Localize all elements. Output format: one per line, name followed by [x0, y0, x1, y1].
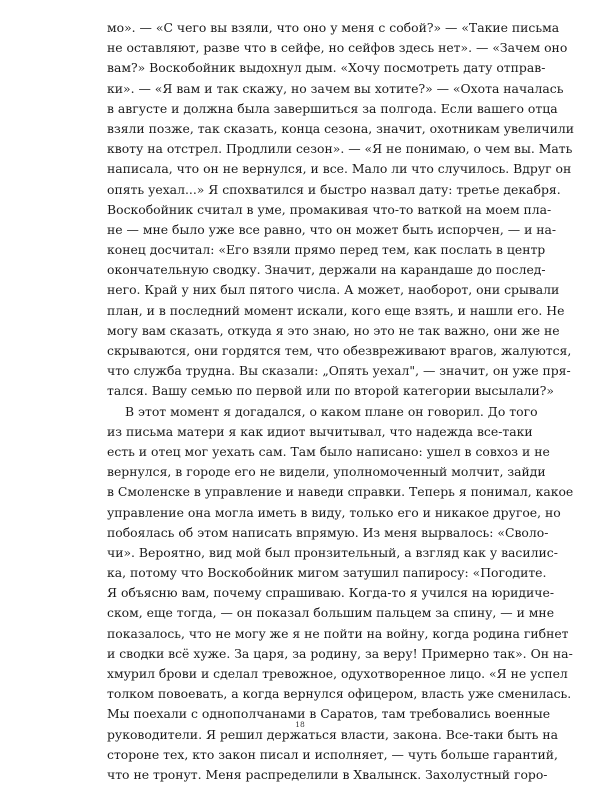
text-line: скрываются, они гордятся тем, что обезвреживают врагов, жалуются,: [107, 343, 572, 358]
text-line: руководители. Я решил держаться власти, закона. Все-таки быть на: [107, 726, 559, 742]
text-line: побоялась об этом написать впрямую. Из меня вырвалось: «Своло-: [107, 524, 549, 540]
text-line: что не тронут. Меня распределили в Хвалынск. Захолустный горо-: [107, 766, 548, 782]
text-line: взяли позже, так сказать, конца сезона, значит, охотникам увеличили: [107, 120, 574, 136]
text-line: ки». — «Я вам и так скажу, но зачем вы хотите?» — «Охота началась: [107, 80, 564, 96]
text-line: хмурил брови и сделал тревожное, одухотворенное лицо. «Я не успел: [107, 666, 568, 681]
text-line: мо». — «С чего вы взяли, что оно у меня с собой?» — «Такие письма: [107, 20, 560, 35]
text-line: стороне тех, кто закон писал и исполняет, — чуть больше гарантий,: [107, 746, 558, 762]
text-line: ском, еще тогда, — он показал большим пальцем за спину, — и мне: [107, 605, 555, 621]
text-line: Я объясню вам, почему спрашиваю. Когда-то я учился на юридиче-: [107, 585, 555, 601]
text-line: не — мне было уже все равно, что он может быть испорчен, — и на-: [107, 221, 557, 237]
text-line: окончательную сводку. Значит, держали на карандаше до послед-: [107, 262, 546, 278]
text-line: опять уехал...» Я спохватился и быстро назвал дату: третье декабря.: [107, 181, 561, 197]
text-line: Мы поехали с однополчанами в Саратов, там требовались военные: [107, 706, 551, 722]
book-page-text: [107, 18, 574, 785]
paragraph-start-line: В этот момент я догадался, о каком плане он говорил. До того: [125, 403, 538, 419]
text-line: показалось, что не могу же я не пойти на войну, когда родина гибнет: [107, 625, 569, 641]
text-line: него. Край у них был пятого числа. А может, наоборот, они срывали: [107, 282, 560, 298]
text-line: и сводки всё хуже. За царя, за родину, за веру! Примерно так». Он на-: [107, 645, 573, 661]
text-line: толком повоевать, а когда вернулся офицером, власть уже сменилась.: [107, 686, 572, 702]
text-line: в августе и должна была завершиться за полгода. Если вашего отца: [107, 100, 558, 116]
text-line: ка, потому что Воскобойник мигом затушил папиросу: «Погодите.: [107, 565, 547, 581]
paragraph-end-line: тался. Вашу семью по первой или по второй категории высылали?»: [107, 383, 554, 399]
text-line: не оставляют, разве что в сейфе, но сейфов здесь нет». — «Зачем оно: [107, 40, 568, 56]
text-line: написала, что он не вернулся, и все. Мало ли что случилось. Вдруг он: [107, 161, 572, 177]
text-line: план, и в последний момент искали, кого еще взять, и нашли его. Не: [107, 302, 565, 318]
text-line: могу вам сказать, откуда я это знаю, но это не так важно, они же не: [107, 322, 560, 338]
page-number: 18: [295, 720, 305, 729]
text-line: квоту на отстрел. Продлили сезон». — «Я не понимаю, о чем вы. Мать: [107, 141, 573, 157]
text-line: чи». Вероятно, вид мой был пронзительный, а взгляд как у василис-: [107, 544, 558, 560]
text-line: из письма матери я как идиот вычитывал, что надежда все-таки: [107, 423, 533, 439]
text-line: Воскобойник считал в уме, промакивая что-то ваткой на моем пла-: [107, 201, 552, 217]
text-line: есть и отец мог уехать сам. Там было написано: ушел в совхоз и не: [107, 443, 550, 459]
text-line: конец досчитал: «Его взяли прямо перед тем, как послать в центр: [107, 242, 546, 258]
text-line: вам?» Воскобойник выдохнул дым. «Хочу посмотреть дату отправ-: [107, 60, 546, 76]
text-line: что служба трудна. Вы сказали: „Опять уехал", — значит, он уже пря-: [107, 363, 571, 379]
text-line: управление она могла иметь в виду, только его и никакое другое, но: [107, 504, 561, 520]
text-line: вернулся, в городе его не видели, уполномоченный молчит, зайди: [107, 464, 546, 480]
text-line: в Смоленске в управление и наведи справки. Теперь я понимал, какое: [107, 484, 574, 500]
